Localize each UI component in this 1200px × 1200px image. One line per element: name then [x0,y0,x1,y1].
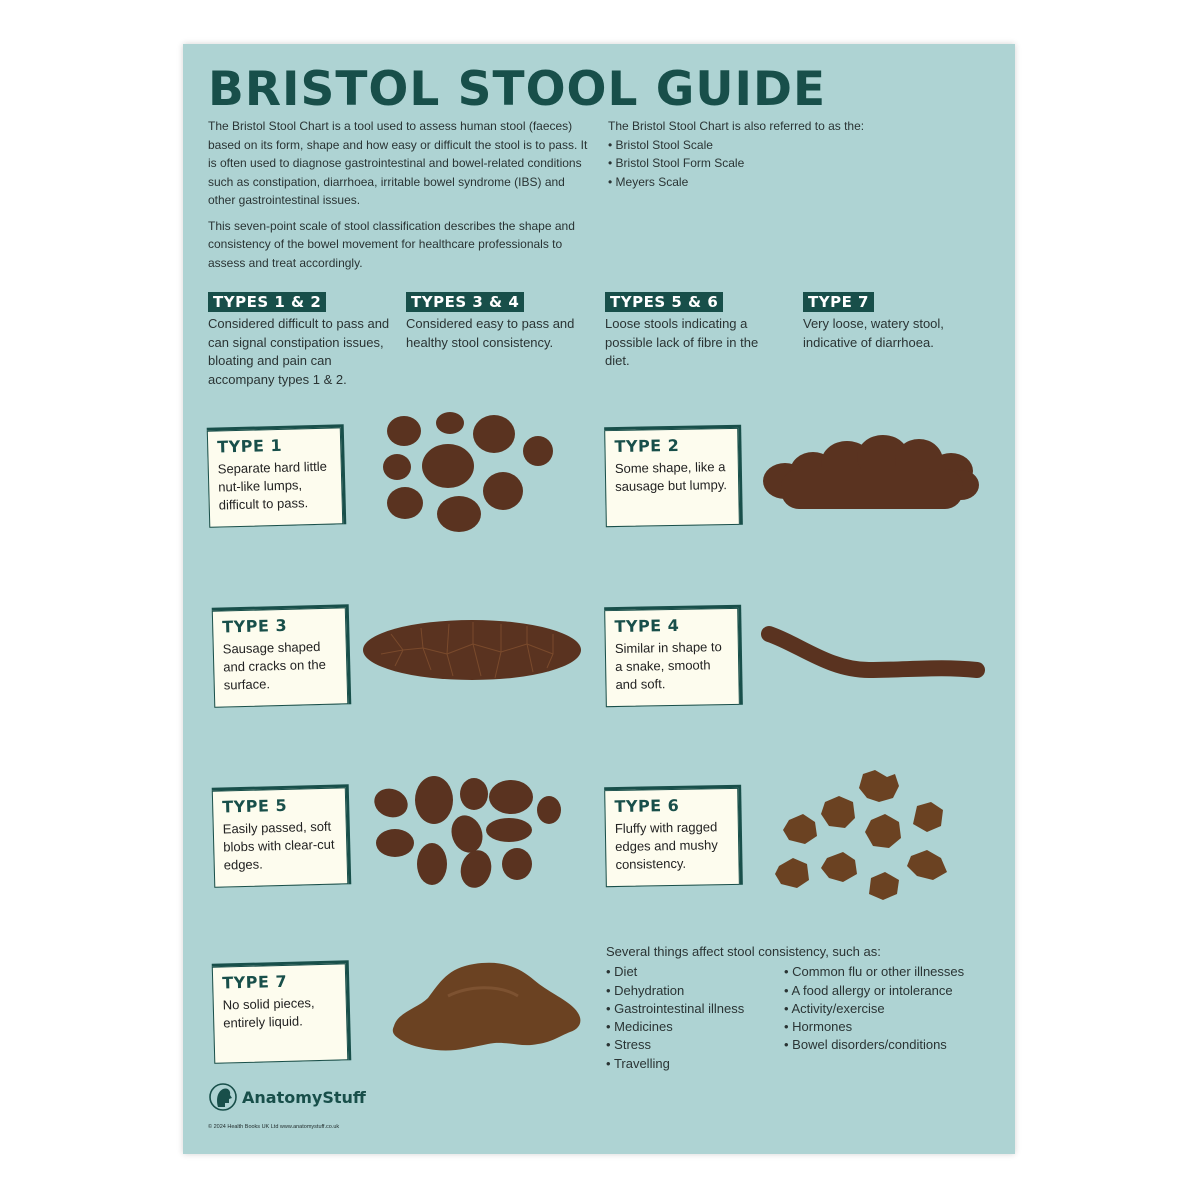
type-4-illustration [759,622,987,686]
card-description: Fluffy with ragged edges and mushy consistency. [614,819,718,873]
group-description: Very loose, watery stool, indicative of diarrhoea. [803,316,944,350]
group-title: TYPE 7 [803,292,874,312]
type-1-illustration [378,409,558,534]
group-description: Considered difficult to pass and can signal constipation issues, bloating and pain can accompany types 1 & 2. [208,316,390,387]
factor-item: • Travelling [606,1055,784,1073]
type-4-card [604,605,743,707]
factor-item: • Medicines [606,1018,784,1036]
intro-paragraph: The Bristol Stool Chart is a tool used to assess human stool (faeces) based on its form, shape and how easy or difficult the stool is to pass. It is often used to diagnose gastrointestinal and bowel-related conditions such as constipation, diarrhoea, irritable bowel syndrome (IBS) and other gastrointestinal issues. [208,119,588,207]
copyright: © 2024 Health Books UK Ltd www.anatomystuff.co.uk [208,1124,340,1130]
group-types-3-4 [406,292,591,352]
type-1-card [207,424,347,528]
factor-item: • Common flu or other illnesses [784,963,964,981]
page-title: BRISTOL STOOL GUIDE [208,62,827,117]
group-types-5-6 [605,292,770,371]
type-6-illustration [771,768,961,908]
factor-item: • A food allergy or intolerance [784,982,964,1000]
card-title: TYPE 4 [614,615,680,637]
card-description: Sausage shaped and cracks on the surface. [222,638,327,693]
factors-intro: Several things affect stool consistency, such as: [606,944,881,959]
card-title: TYPE 5 [221,795,288,817]
group-type-7 [803,292,973,352]
group-description: Loose stools indicating a possible lack of fibre in the diet. [605,316,759,368]
intro-text [208,117,593,279]
card-title: TYPE 7 [221,971,288,993]
anatomy-head-icon [208,1080,238,1114]
type-2-card [604,425,743,527]
group-description: Considered easy to pass and healthy stool consistency. [406,316,575,350]
poster [183,44,1015,1154]
card-description: Similar in shape to a snake, smooth and soft. [614,639,722,693]
aka-item: • Bristol Stool Scale [608,136,998,155]
type-7-card [212,960,352,1064]
aka-list [608,136,998,192]
card-title: TYPE 2 [614,435,680,457]
brand-name: AnatomyStuff [242,1087,366,1107]
factors-list [606,963,784,1073]
card-description: No solid pieces, entirely liquid. [222,995,315,1031]
factors [606,943,1006,1073]
type-5-card [212,784,352,888]
card-title: TYPE 6 [614,795,680,817]
also-known-as [608,117,998,191]
type-3-illustration [361,614,583,686]
factor-item: • Dehydration [606,982,784,1000]
factor-item: • Hormones [784,1018,964,1036]
group-title: TYPES 5 & 6 [605,292,723,312]
group-title: TYPES 3 & 4 [406,292,524,312]
card-description: Separate hard little nut-like lumps, difficult to pass. [217,458,328,513]
card-description: Easily passed, soft blobs with clear-cut edges. [222,818,335,873]
factor-item: • Activity/exercise [784,1000,964,1018]
type-2-illustration [761,429,983,519]
factor-item: • Diet [606,963,784,981]
card-description: Some shape, like a sausage but lumpy. [614,459,728,495]
type-3-card [212,604,352,708]
aka-heading: The Bristol Stool Chart is also referred to as the: [608,119,865,133]
card-title: TYPE 1 [216,435,283,457]
group-types-1-2 [208,292,393,389]
aka-item: • Bristol Stool Form Scale [608,154,998,173]
aka-item: • Meyers Scale [608,173,998,192]
intro-paragraph: This seven-point scale of stool classification describes the shape and consistency of the bowel movement for healthcare professionals to assess and treat accordingly. [208,218,575,270]
brand-logo [208,1080,366,1114]
factors-list [784,963,964,1073]
factor-item: • Gastrointestinal illness [606,1000,784,1018]
type-5-illustration [371,772,571,897]
type-7-illustration [388,956,588,1056]
factor-item: • Stress [606,1036,784,1054]
card-title: TYPE 3 [221,615,288,637]
group-title: TYPES 1 & 2 [208,292,326,312]
factor-item: • Bowel disorders/conditions [784,1036,964,1054]
type-6-card [604,785,743,887]
